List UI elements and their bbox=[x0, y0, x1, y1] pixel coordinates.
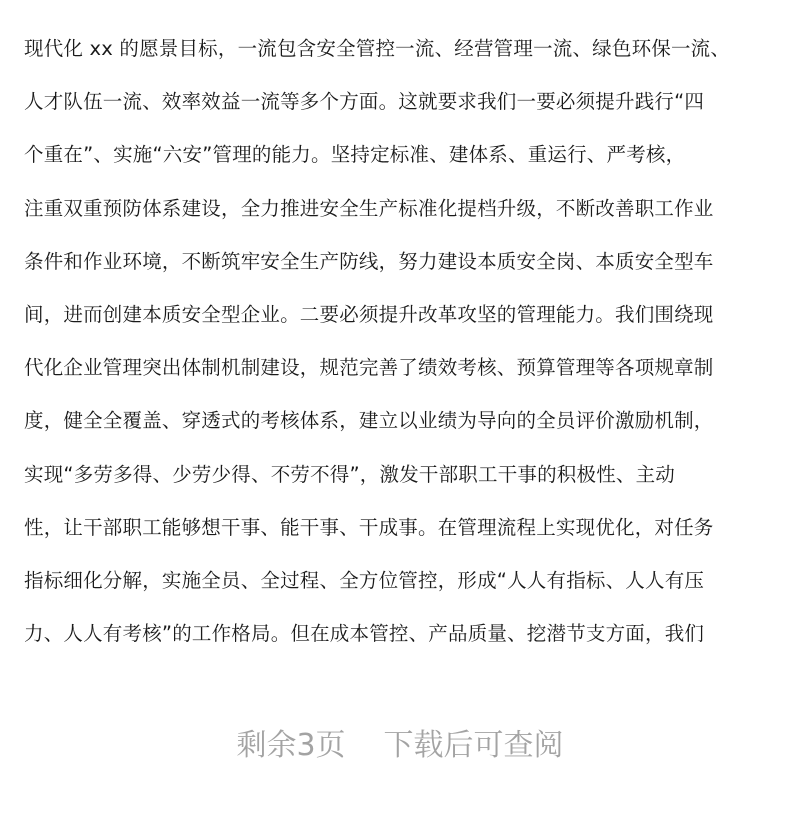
download-prompt[interactable] bbox=[0, 718, 800, 774]
text-line: 度，健全全覆盖、穿透式的考核体系，建立以业绩为导向的全员评价激励机制， bbox=[24, 409, 714, 433]
remaining-pages-label: 剩余3页 bbox=[236, 728, 346, 763]
text-line: 人才队伍一流、效率效益一流等多个方面。这就要求我们一要必须提升践行“四 bbox=[24, 90, 705, 114]
text-line: 现代化 xx 的愿景目标，一流包含安全管控一流、经营管理一流、绿色环保一流、 bbox=[24, 37, 731, 60]
text-line: 注重双重预防体系建设，全力推进安全生产标准化提档升级，不断改善职工作业 bbox=[24, 196, 714, 220]
text-line: 代化企业管理突出体制机制建设，规范完善了绩效考核、预算管理等各项规章制 bbox=[24, 356, 714, 380]
text-line: 指标细化分解，实施全员、全过程、全方位管控，形成“人人有指标、人人有压 bbox=[24, 568, 705, 592]
text-line: 间，进而创建本质安全型企业。二要必须提升改革攻坚的管理能力。我们围绕现 bbox=[24, 302, 714, 326]
text-line: 性，让干部职工能够想干事、能干事、干成事。在管理流程上实现优化，对任务 bbox=[24, 515, 714, 539]
text-line: 条件和作业环境，不断筑牢安全生产防线，努力建设本质安全岗、本质安全型车 bbox=[24, 249, 714, 273]
text-line: 实现“多劳多得、少劳少得、不劳不得”，激发干部职工干事的积极性、主动 bbox=[24, 462, 676, 486]
text-line: 力、人人有考核”的工作格局。但在成本管控、产品质量、挖潜节支方面，我们 bbox=[24, 622, 705, 646]
text-line: 个重在”、实施“六安”管理的能力。坚持定标准、建体系、重运行、严考核， bbox=[24, 143, 686, 167]
download-hint-label: 下载后可查阅 bbox=[383, 728, 564, 763]
document-body bbox=[24, 22, 784, 660]
